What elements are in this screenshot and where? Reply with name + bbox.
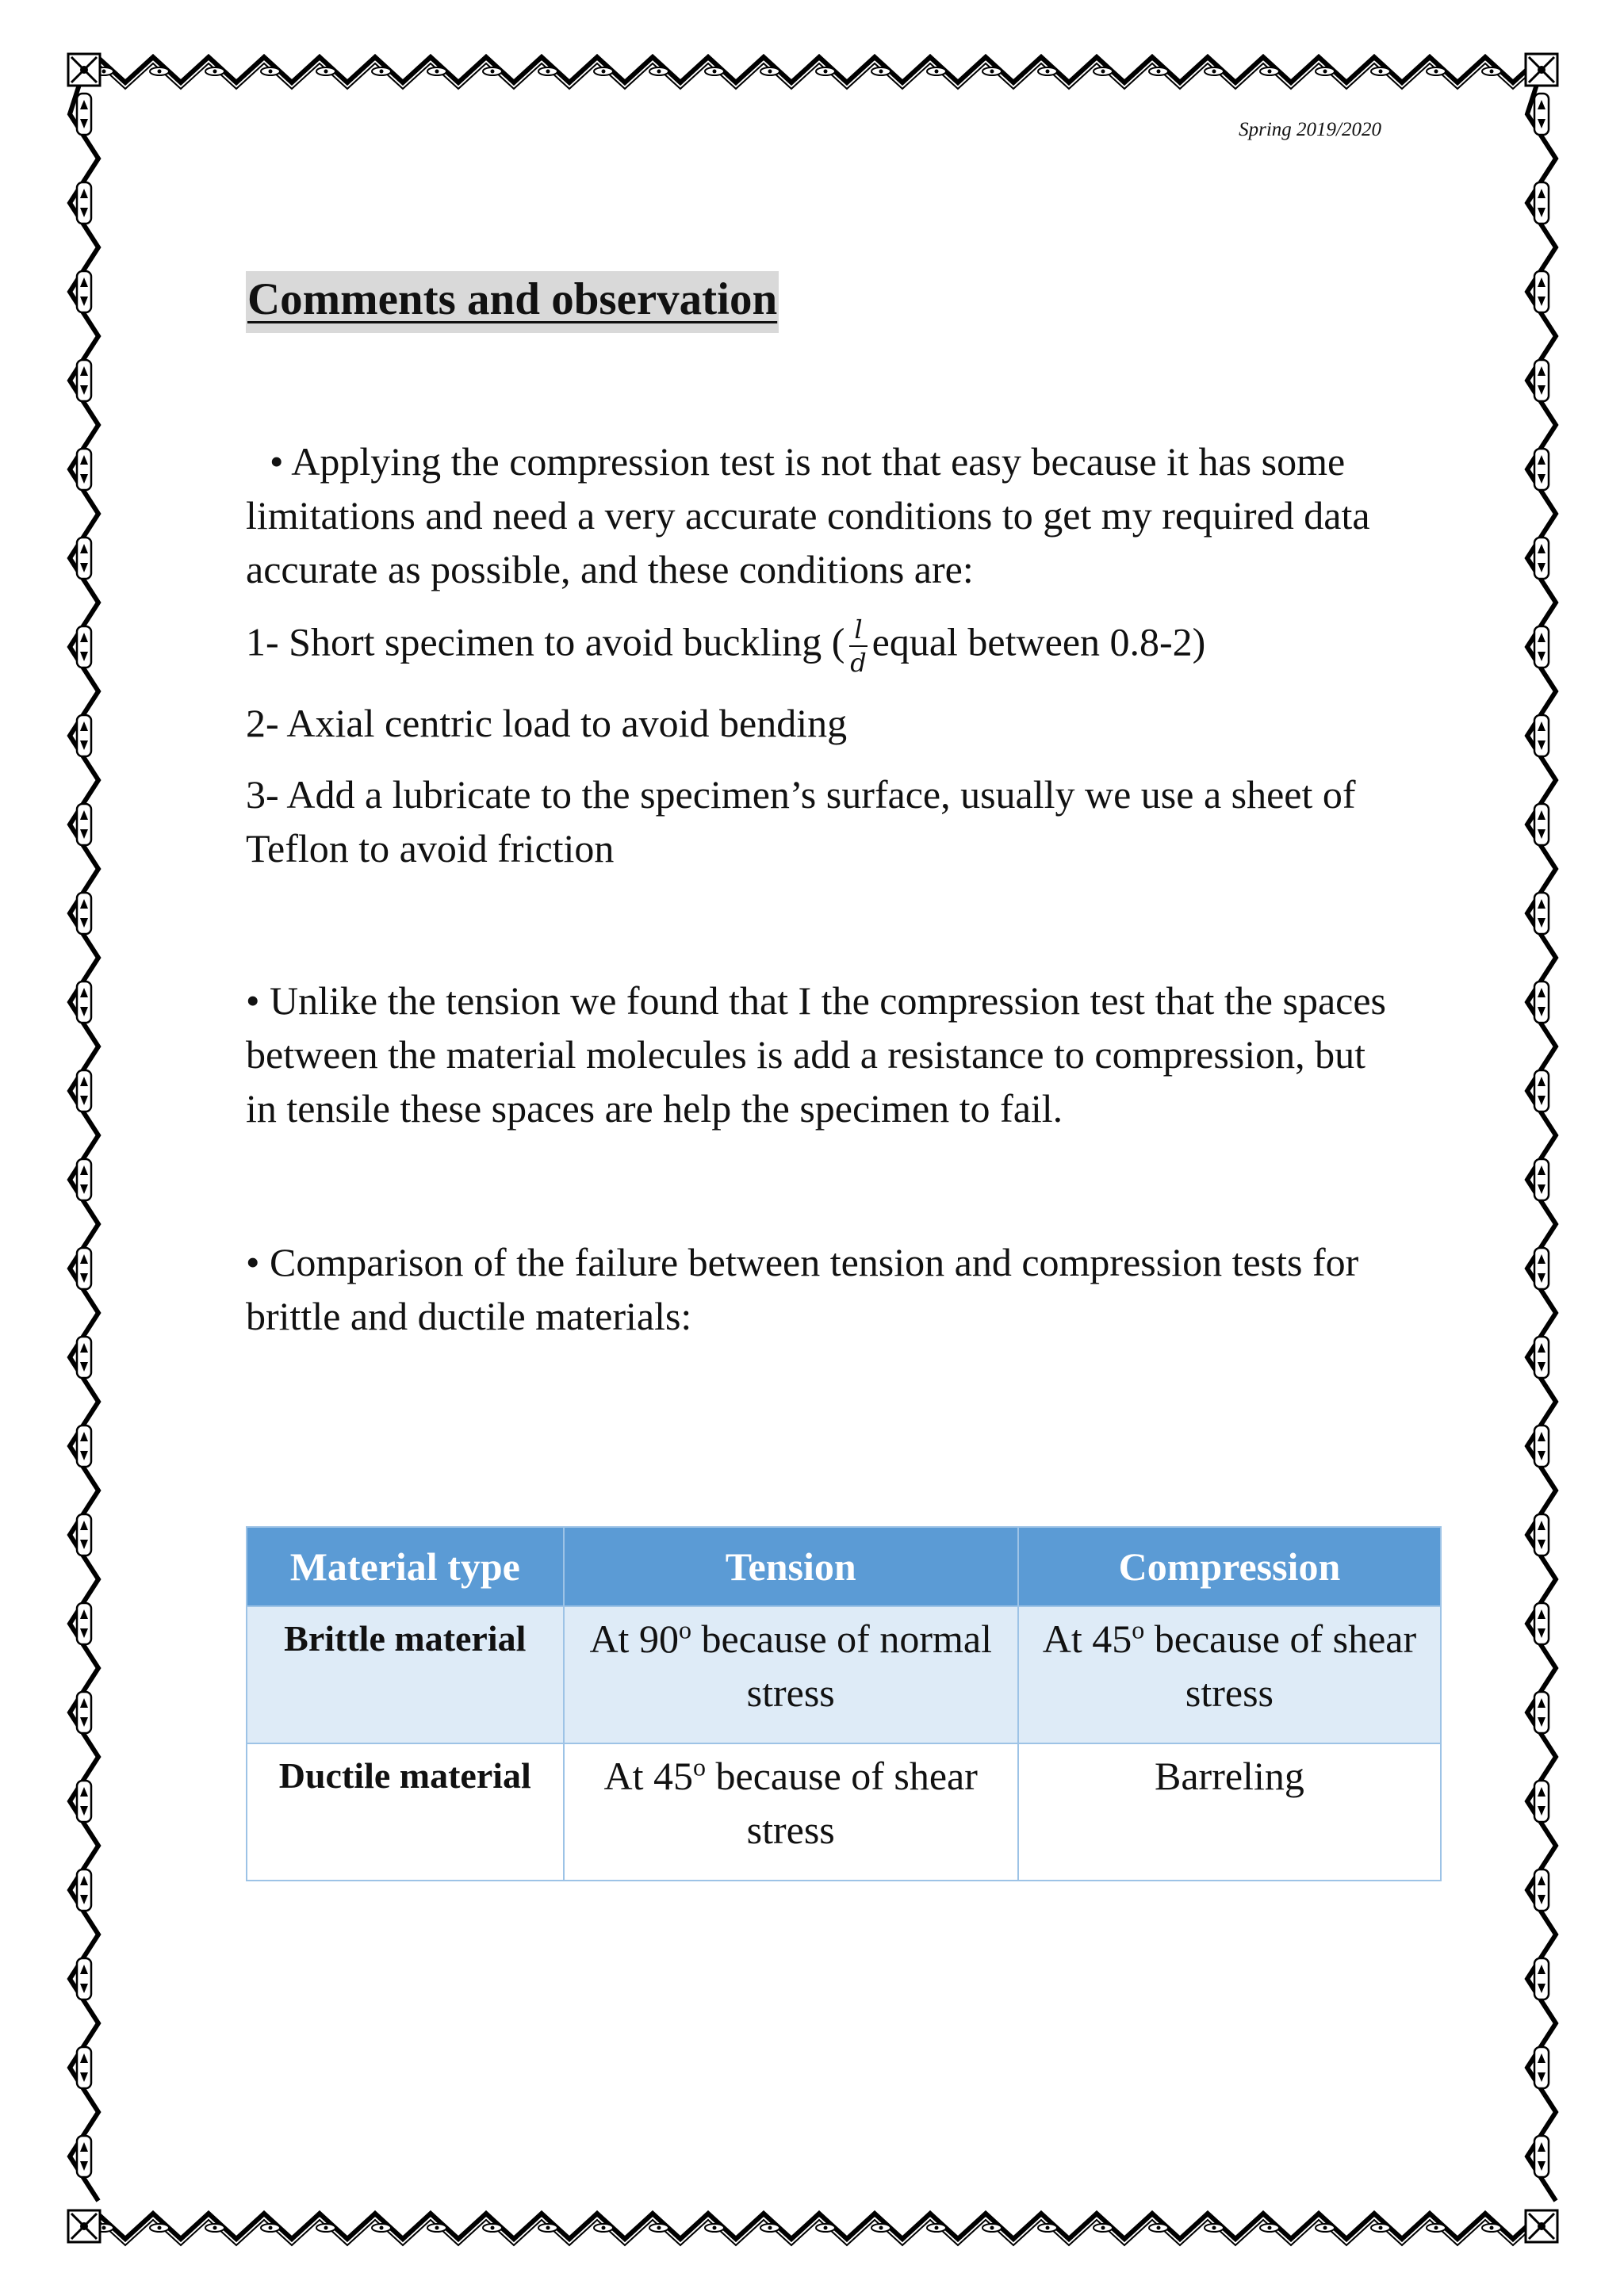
condition-item-1 (246, 614, 1388, 679)
condition-item-3: 3- Add a lubricate to the specimen’s surface, usually we use a sheet of Teflon to avoid friction (246, 772, 1356, 871)
cell-material: Ductile material (247, 1743, 564, 1881)
comparison-intro-paragraph: • Comparison of the failure between tension and compression tests for brittle and ductile materials: (246, 1240, 1359, 1338)
cell-text: At 90 (589, 1617, 679, 1661)
condition-1-text: 1- Short specimen to avoid buckling ( (246, 619, 845, 664)
cell-tension (564, 1743, 1018, 1881)
cell-tension (564, 1606, 1018, 1743)
border-right-zigzag (1527, 70, 1556, 2201)
l-over-d-fraction (849, 614, 867, 679)
cell-text: because of shear stress (706, 1754, 978, 1852)
tension-vs-compression-paragraph: • Unlike the tension we found that I the compression test that the spaces between the material molecules is add a resistance to compression, but in tensile these spaces are help the specimen to fail. (246, 978, 1386, 1131)
failure-comparison-table (246, 1526, 1442, 1881)
column-header-tension: Tension (564, 1527, 1018, 1606)
fraction-numerator: l (849, 614, 867, 647)
degree-superscript: o (1132, 1615, 1145, 1644)
border-left-zigzag (70, 70, 98, 2201)
column-header-compression: Compression (1018, 1527, 1441, 1606)
cell-compression (1018, 1606, 1441, 1743)
border-top-zigzag (70, 57, 1541, 89)
content-body (246, 434, 1388, 1343)
border-bottom-zigzag (70, 2214, 1541, 2245)
degree-superscript: o (678, 1615, 691, 1644)
intro-paragraph: • Applying the compression test is not that easy because it has some limitations and need a very accurate conditions to get my required data accurate as possible, and these conditions are: (246, 439, 1370, 591)
table-header-row (247, 1527, 1441, 1606)
cell-text: because of normal stress (691, 1617, 992, 1715)
section-heading: Comments and observation (246, 271, 779, 333)
degree-superscript: o (693, 1752, 707, 1781)
column-header-material-type: Material type (247, 1527, 564, 1606)
condition-1-range: equal between 0.8-2) (871, 619, 1206, 664)
cell-text: because of shear stress (1144, 1617, 1417, 1715)
semester-label: Spring 2019/2020 (1239, 119, 1381, 140)
cell-text: At 45 (1042, 1617, 1132, 1661)
table-row-brittle (247, 1606, 1441, 1743)
table-row-ductile (247, 1743, 1441, 1881)
condition-item-2: 2- Axial centric load to avoid bending (246, 701, 848, 745)
cell-compression: Barreling (1018, 1743, 1441, 1881)
cell-material: Brittle material (247, 1606, 564, 1743)
cell-text: At 45 (603, 1754, 694, 1798)
fraction-denominator: d (850, 648, 867, 678)
